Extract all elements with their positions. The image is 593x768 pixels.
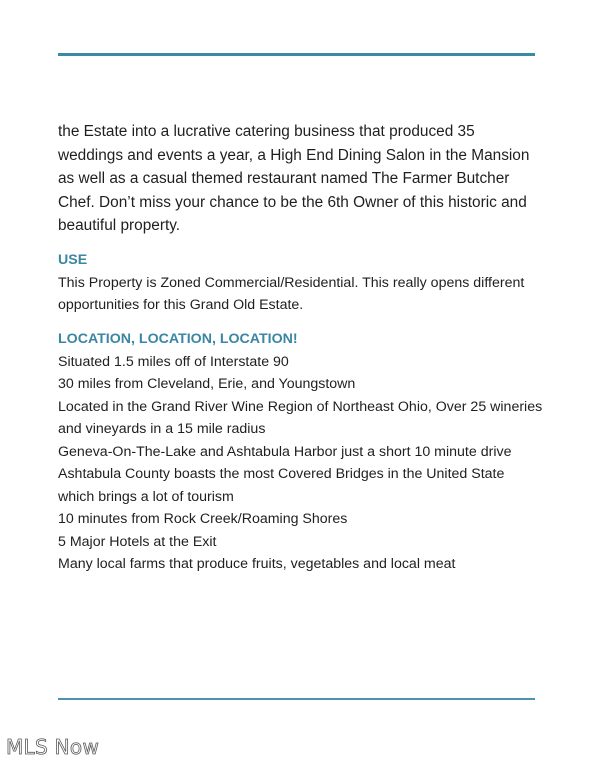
bottom-divider (58, 698, 535, 700)
use-paragraph: This Property is Zoned Commercial/Residential. This really opens different opportunities for this Grand Old Estate. (58, 274, 525, 314)
list-item: 10 minutes from Rock Creek/Roaming Shores (58, 511, 348, 528)
location-heading: LOCATION, LOCATION, LOCATION! (58, 330, 298, 347)
list-item: Situated 1.5 miles off of Interstate 90 (58, 353, 289, 370)
top-divider (58, 53, 535, 56)
list-item: 5 Major Hotels at the Exit (58, 533, 217, 550)
use-heading: USE (58, 251, 88, 268)
watermark-logo: MLS Now (6, 735, 100, 759)
list-item: Ashtabula County boasts the most Covered Bridges in the United State which brings a lot of tourism (58, 466, 505, 505)
list-item: Many local farms that produce fruits, vegetables and local meat (58, 556, 456, 573)
location-list (58, 351, 543, 576)
list-item: Geneva-On-The-Lake and Ashtabula Harbor just a short 10 minute drive (58, 443, 512, 460)
document-body (58, 120, 543, 576)
list-item: Located in the Grand River Wine Region of Northeast Ohio, Over 25 wineries and vineyards in a 15 mile radius (58, 398, 543, 438)
intro-paragraph: the Estate into a lucrative catering business that produced 35 weddings and events a year, a High End Dining Salon in the Mansion as well as a casual themed restaurant named The Farmer Butcher Chef. Don’t miss your chance to be the 6th Owner of this historic and beautiful property. (58, 123, 530, 235)
list-item: 30 miles from Cleveland, Erie, and Youngstown (58, 376, 356, 393)
